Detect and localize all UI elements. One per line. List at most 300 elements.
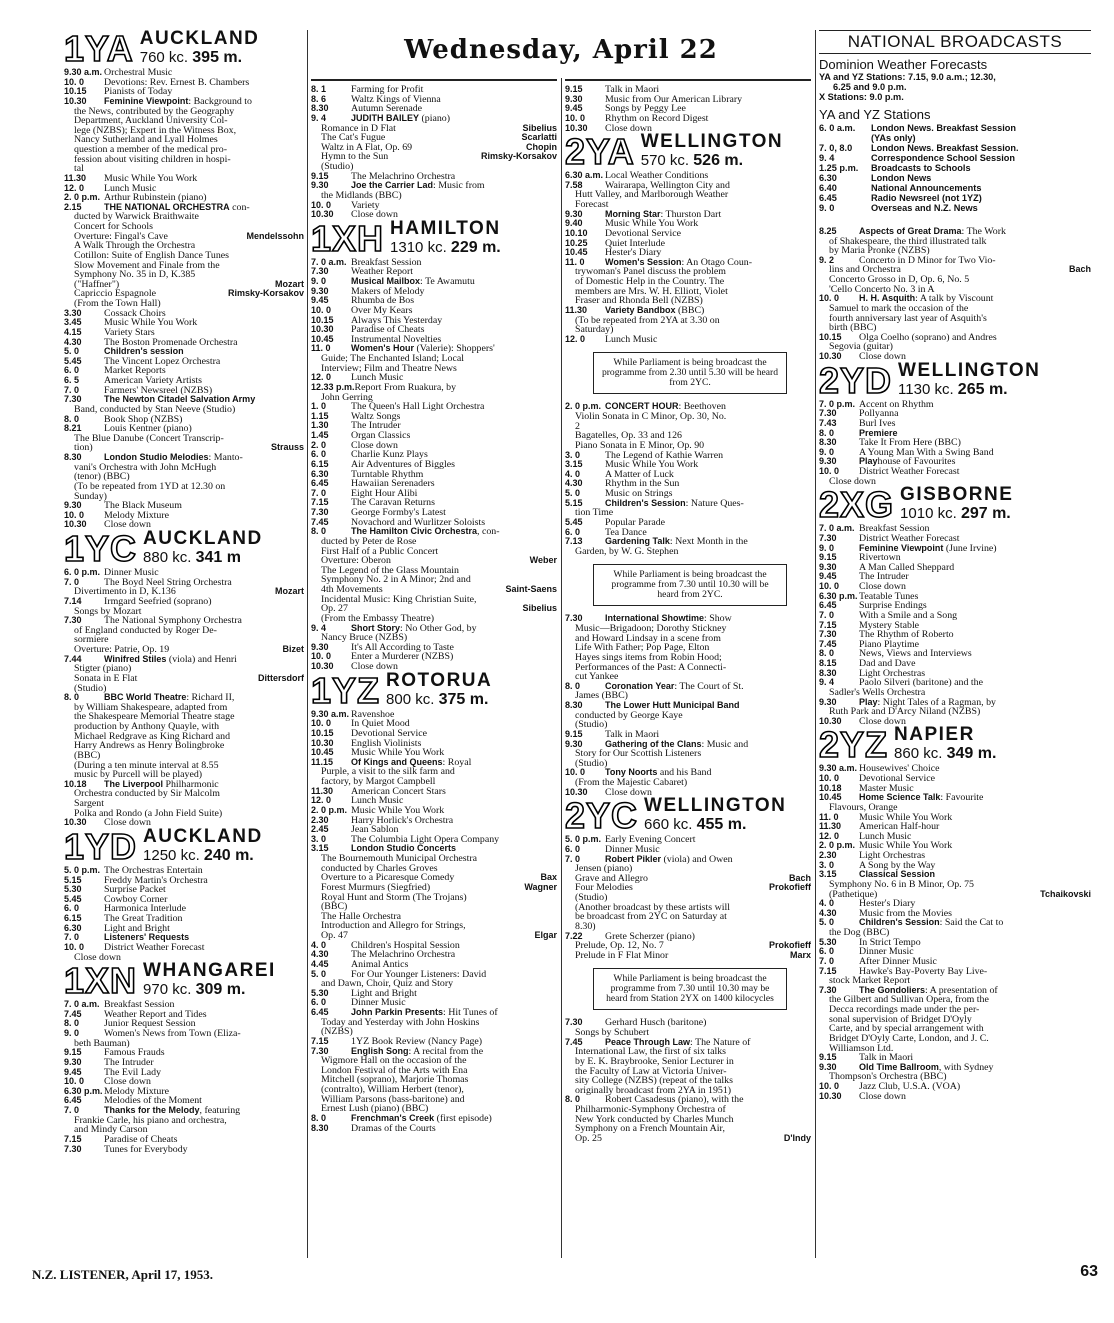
program-time: 3.30 <box>64 308 82 318</box>
program-title: William Parsons (bass-baritone) and <box>321 1094 465 1105</box>
program-title: Mystery Stable <box>859 620 920 631</box>
program-line <box>819 995 1091 1005</box>
program-title: The Boyd Neel String Orchestra <box>104 577 232 588</box>
program-time: 10.18 <box>64 779 87 789</box>
program-time: 7.15 <box>819 966 837 976</box>
program-title: The Caravan Returns <box>351 498 435 508</box>
program-title: Purple, a visit to the silk farm and <box>321 767 455 777</box>
program-title-bold: The Newton Citadel Salvation Army <box>104 395 256 405</box>
ya-item-time: 9. 4 <box>819 152 835 163</box>
program-title: Segovia (guitar) <box>829 342 893 352</box>
program-title: The National Symphony Orchestra <box>104 616 242 626</box>
ya-yz-title: YA and YZ Stations <box>819 107 931 123</box>
station-info <box>143 827 263 864</box>
program-time: 2.30 <box>311 815 329 825</box>
program-title: (Studio) <box>74 683 107 694</box>
program-line <box>64 145 304 155</box>
program-title: CONCERT HOUR: Beethoven <box>605 402 726 412</box>
program-title: Sonata in E Flat <box>74 673 138 684</box>
station-frequency <box>898 382 1040 398</box>
program-line <box>64 761 304 771</box>
program-title: The Intruder <box>859 572 909 582</box>
program-line <box>311 787 557 797</box>
program-title: Hester's Diary <box>859 899 916 909</box>
program-line <box>311 902 557 912</box>
program-title: lins and Orchestra <box>829 265 901 275</box>
program-line <box>311 989 557 999</box>
program-line <box>819 1092 1091 1102</box>
program-title: Close down <box>104 818 151 828</box>
program-line <box>311 547 557 557</box>
program-title: Hawke's Bay-Poverty Bay Live- <box>859 966 988 977</box>
program-line <box>311 95 557 105</box>
program-title: Close down <box>829 476 876 487</box>
program-title: Children's Session: Nature Ques- <box>605 498 744 509</box>
station-wavelength: 229 m. <box>450 238 501 256</box>
program-line <box>64 492 304 502</box>
program-line <box>819 265 1091 275</box>
program-time: 9.30 <box>565 739 583 749</box>
program-title: JUDITH BAILEY (piano) <box>351 113 451 124</box>
program-line <box>819 467 1091 477</box>
program-title: Hymn to the Sun <box>321 152 389 162</box>
program-line <box>565 874 811 884</box>
program-line <box>311 287 557 297</box>
composer: Strauss <box>268 443 304 453</box>
ya-item <box>819 193 1091 203</box>
program-line <box>64 289 304 299</box>
program-time: 7.45 <box>64 1009 82 1019</box>
program-time: 6. 0 <box>64 366 80 376</box>
program-title: A Matter of Luck <box>605 469 674 480</box>
program-title: Jensen (piano) <box>575 864 633 874</box>
program-title: Ruth Park and D'Arcy Niland (NZBS) <box>829 707 981 717</box>
program-line <box>64 347 304 357</box>
program-time: 9. 0 <box>311 277 327 286</box>
program-time: 8. 6 <box>311 94 327 104</box>
program-line <box>64 1145 304 1155</box>
station-city: AUCKLAND <box>139 30 260 49</box>
program-title: Dinner Music <box>859 947 914 957</box>
program-title-bold: Home Science Talk <box>859 793 941 803</box>
program-time: 9.30 <box>819 562 837 572</box>
program-line <box>64 674 304 684</box>
station-city: WELLINGTON <box>640 131 784 153</box>
program-line <box>819 246 1091 256</box>
program-time: 8.21 <box>64 424 82 434</box>
program-time: 10.15 <box>311 728 334 738</box>
ya-item-title: London News. Breakfast Session <box>871 122 1016 133</box>
program-time: 2.15 <box>64 202 82 212</box>
program-time: 7.30 <box>64 1144 82 1154</box>
program-title: lege (NZBS); Expert in the Witness Box, <box>74 125 237 136</box>
program-line <box>64 386 304 396</box>
program-time: 10. 0 <box>819 1082 840 1091</box>
program-title: birth (BBC) <box>829 323 877 333</box>
program-line <box>565 932 811 942</box>
program-title: The Gondoliers: A presentation of <box>859 985 998 996</box>
program-title: Royal Hunt and Storm (The Trojans) <box>321 892 467 903</box>
program-title: 4th Movements <box>321 585 383 595</box>
program-title <box>859 870 935 880</box>
program-line <box>565 316 811 326</box>
program-title: Breakfast Session <box>859 524 930 534</box>
program-time: 9.30 <box>64 1057 82 1067</box>
program-line <box>64 299 304 309</box>
program-time: 5. 0 <box>819 918 835 928</box>
program-title: Nancy Sutherland and Lyall Holmes <box>74 135 218 145</box>
program-line <box>565 855 811 865</box>
program-line <box>819 304 1091 314</box>
program-line <box>311 883 557 893</box>
program-title: Musical Mailbox: Te Awamutu <box>351 277 475 287</box>
program-time: 6.30 p.m. <box>819 591 858 601</box>
program-line <box>819 688 1091 698</box>
program-line <box>64 780 304 790</box>
program-title: Pianists of Today <box>104 87 173 97</box>
program-line <box>311 624 557 634</box>
program-line <box>311 344 557 354</box>
station-header-2yz <box>819 724 1091 766</box>
program-line <box>565 759 811 769</box>
composer: Prokofieff <box>766 941 811 951</box>
program-title: Tunes for Everybody <box>104 1144 188 1155</box>
program-time: 8.30 <box>311 104 329 114</box>
station-header-2yc <box>565 795 811 837</box>
program-line <box>311 258 557 268</box>
program-line <box>819 601 1091 611</box>
program-line <box>311 970 557 980</box>
program-title: ducted by Peter de Rose <box>321 536 417 547</box>
program-line <box>64 645 304 655</box>
station-kc: 860 kc. <box>894 745 943 763</box>
program-title: Master Music <box>859 783 914 794</box>
program-time: 8. 0 <box>64 693 80 703</box>
program-title-bold: Gathering of the Clans <box>605 739 702 749</box>
program-title: the Dog (BBC) <box>829 928 890 938</box>
ya-item <box>819 163 1091 173</box>
program-time: 11.30 <box>64 173 87 183</box>
program-title: Jazz Club, U.S.A. (VOA) <box>859 1082 961 1092</box>
program-line <box>565 124 811 134</box>
program-line <box>819 592 1091 602</box>
station-city: AUCKLAND <box>143 825 263 847</box>
program-title: Fraser and Rhonda Bell (NZBS) <box>575 296 703 306</box>
program-title: the Faculty of Law at Victoria Univer- <box>575 1066 727 1077</box>
program-line <box>565 325 811 335</box>
program-line <box>565 1067 811 1077</box>
program-line <box>311 431 557 441</box>
program-time: 4.30 <box>819 908 837 918</box>
program-title: Women's News from Town (Eliza- <box>104 1029 241 1039</box>
program-line <box>64 107 304 117</box>
program-title-bold: Women's Session <box>605 257 682 267</box>
program-title: The Melachrino Orchestra <box>351 171 456 182</box>
program-title: Paolo Silveri (baritone) and the <box>859 678 983 688</box>
program-title: Gathering of the Clans: Music and <box>605 739 749 750</box>
station-frequency <box>143 550 263 566</box>
program-title: Grave and Allegro <box>575 873 648 884</box>
program-title: Prelude, Op. 12, No. 7 <box>575 941 664 951</box>
program-line <box>819 928 1091 938</box>
program-title: Dinner Music <box>104 568 159 578</box>
program-title: Close down <box>104 1077 151 1087</box>
program-title: the Gilbert and Sullivan Opera, from the <box>829 995 989 1005</box>
program-line <box>565 229 811 239</box>
program-title: Hester's Diary <box>605 248 662 258</box>
program-title-bold: Joe the Carrier Lad <box>351 181 434 191</box>
program-title: Louis Kentner (piano) <box>104 424 192 434</box>
program-title: Sadler's Wells Orchestra <box>829 687 926 698</box>
program-title: Lunch Music <box>351 373 404 383</box>
station-info <box>641 132 783 169</box>
program-line <box>565 412 811 422</box>
program-line <box>311 806 557 816</box>
program-time: 5. 0 <box>565 489 581 498</box>
ya-item-time: 6.30 <box>819 172 837 183</box>
program-title: trywoman's Panel discuss the problem <box>575 267 726 277</box>
program-title-bold: Children's session <box>104 347 184 357</box>
program-time: 9.30 a.m. <box>819 764 858 774</box>
station-wavelength: 349 m. <box>946 745 997 763</box>
program-time: 8.30 <box>565 701 583 710</box>
program-line <box>311 575 557 585</box>
program-line <box>819 1024 1091 1034</box>
station-header-1yc <box>64 528 304 569</box>
program-line <box>819 544 1091 554</box>
program-title: The Intruder <box>104 1057 154 1068</box>
program-time: 10. 0 <box>819 582 840 591</box>
program-title: American Concert Stars <box>351 786 446 797</box>
program-title: The Black Museum <box>104 501 182 511</box>
program-time: 6. 0 p.m. <box>64 568 101 577</box>
program-time: 7.43 <box>819 418 837 428</box>
program-title: Melodies of the Moment <box>104 1096 202 1106</box>
program-time: 8. 0 <box>311 1113 327 1123</box>
program-line <box>565 537 811 547</box>
program-title: members are Mrs. W. H. Elliott, Violet <box>575 286 728 297</box>
program-line <box>311 566 557 576</box>
program-title: Music While You Work <box>351 748 445 758</box>
composer: Bach <box>786 874 811 884</box>
program-line <box>311 767 557 777</box>
program-title: question a member of the medical pro- <box>74 145 228 155</box>
station-logo: 2YD <box>819 359 893 401</box>
program-title: Band, conducted by Stan Neeve (Studio) <box>74 404 236 415</box>
program-line <box>565 903 811 913</box>
program-line <box>819 352 1091 362</box>
program-title: Samuel to mark the occasion of the <box>829 303 969 314</box>
program-line <box>565 941 811 951</box>
program-line <box>819 611 1091 621</box>
program-title: Wigmore Hall on the occasion of the <box>321 1056 467 1066</box>
program-title: (BBC) <box>321 902 348 912</box>
program-title: Instrumental Novelties <box>351 334 442 345</box>
program-title-bold: London Studio Concerts <box>351 844 456 854</box>
program-line <box>565 296 811 306</box>
program-line <box>311 960 557 970</box>
program-line <box>311 758 557 768</box>
program-title: Ravenshoe <box>351 709 395 720</box>
program-time: 10.30 <box>64 96 87 106</box>
station-frequency <box>390 240 501 256</box>
program-line <box>64 732 304 742</box>
program-time: 9.45 <box>565 104 583 114</box>
program-title: (From the Town Hall) <box>74 299 161 309</box>
program-line <box>565 451 811 461</box>
program-line <box>819 890 1091 900</box>
program-title: production by Anthony Quayle, with <box>74 722 220 732</box>
program-title: 1YZ Book Review (Nancy Page) <box>351 1036 483 1047</box>
program-time: 8.15 <box>819 659 837 668</box>
program-line <box>565 701 811 711</box>
program-line <box>819 323 1091 333</box>
program-time: 10.30 <box>311 210 334 220</box>
program-title: H. H. Asquith: A talk by Viscount <box>859 294 994 304</box>
program-title-bold: THE NATIONAL ORCHESTRA <box>104 202 230 212</box>
program-title: Playhouse of Favourites <box>859 457 956 467</box>
program-time: 2.45 <box>311 825 329 835</box>
program-line <box>565 479 811 489</box>
program-line <box>64 866 304 876</box>
program-time: 3.15 <box>819 870 837 880</box>
program-list-1ya-continued <box>311 85 557 220</box>
program-title: Lunch Music <box>104 183 157 194</box>
program-title: Talk in Maori <box>859 1053 914 1063</box>
program-title: The Legend of Kathie Warren <box>605 450 724 461</box>
program-line <box>565 460 811 470</box>
ya-item <box>819 183 1091 193</box>
ya-item-time: 9. 0 <box>819 202 835 213</box>
program-line <box>64 309 304 319</box>
program-title-bold: The Gondoliers <box>859 985 926 995</box>
program-time: 7.30 <box>819 630 837 640</box>
program-title-bold: Frenchman's Creek <box>351 1113 435 1123</box>
program-line <box>64 1068 304 1078</box>
program-time: 10.30 <box>64 520 87 530</box>
program-title: Close down <box>859 352 906 362</box>
program-line <box>819 899 1091 909</box>
program-title: Concert for Schools <box>74 222 153 232</box>
program-time: 9.40 <box>565 219 583 229</box>
program-line <box>565 431 811 441</box>
column-rule <box>815 30 816 1258</box>
program-title-bold: H. H. Asquith <box>859 294 916 304</box>
program-line <box>311 1085 557 1095</box>
program-time: 10. 0 <box>565 113 586 123</box>
program-title: BBC World Theatre: Richard II, <box>104 693 235 703</box>
program-line <box>311 556 557 566</box>
program-title: Rhumba de Bos <box>351 296 415 306</box>
program-time: 8. 0 <box>565 681 581 691</box>
program-time: 4. 0 <box>565 469 581 479</box>
station-frequency <box>143 848 263 864</box>
program-title: Wairarapa, Wellington City and <box>605 180 730 191</box>
ya-item-title: Correspondence School Session <box>871 152 1015 163</box>
program-line <box>565 508 811 518</box>
program-title: Housewives' Choice <box>859 764 940 774</box>
program-title: Light and Bright <box>104 923 170 934</box>
program-title: Joe the Carrier Lad: Music from <box>351 181 485 191</box>
program-list-1xh <box>311 258 557 672</box>
program-line <box>64 616 304 626</box>
program-title: Decca recordings made under the per- <box>829 1005 980 1015</box>
program-list-national <box>819 227 1091 362</box>
program-time: 10.15 <box>819 332 842 342</box>
program-line <box>64 895 304 905</box>
program-time: 5.30 <box>819 937 837 947</box>
program-time: 5.30 <box>64 885 82 895</box>
program-line <box>311 421 557 431</box>
program-title: cut Yankee <box>575 672 619 682</box>
column-3 <box>565 79 811 1258</box>
program-title: Waltz Songs <box>351 411 401 422</box>
program-title-bold: BBC World Theatre <box>104 693 187 703</box>
program-title: Devotional Service <box>351 728 427 739</box>
program-title: (To be repeated from 1YD at 12.30 on <box>74 481 226 492</box>
program-title: With a Smile and a Song <box>859 610 958 621</box>
program-title: Aspects of Great Drama: The Work <box>859 226 1006 237</box>
headline-rule <box>565 79 811 81</box>
program-title-bold: London Studio Melodies <box>104 453 209 462</box>
program-title: Close down <box>351 440 398 451</box>
program-line <box>64 376 304 386</box>
program-title: Variety Stars <box>104 327 155 338</box>
program-line <box>565 422 811 432</box>
program-line <box>311 383 557 393</box>
program-line <box>819 793 1091 803</box>
program-time: 9. 4 <box>311 623 327 633</box>
station-logo: 1YD <box>64 825 138 867</box>
program-title: Turntable Rhythm <box>351 469 424 480</box>
program-line <box>311 998 557 1008</box>
program-title: Talk in Maori <box>605 85 660 95</box>
program-line <box>64 280 304 290</box>
program-list-2ya <box>565 171 811 344</box>
program-title: Overture: Patrie, Op. 19 <box>74 645 170 655</box>
program-list-2ya-afternoon <box>565 402 811 556</box>
program-line <box>64 357 304 367</box>
program-line <box>64 155 304 165</box>
program-time: 7. 0 <box>64 933 80 943</box>
program-title: Tony Noorts and his Band <box>605 768 712 778</box>
program-line <box>64 97 304 107</box>
program-line <box>64 1000 304 1010</box>
program-time: 8. 1 <box>311 85 327 94</box>
program-title-bold: Feminine Viewpoint <box>104 96 189 106</box>
program-title: Guide; The Enchanted Island; Local <box>321 354 464 364</box>
program-title: Surprise Endings <box>859 601 927 611</box>
program-title-bold: Listeners' Requests <box>104 933 190 943</box>
program-title: 'Cello Concerto No. 3 in A <box>829 284 935 295</box>
program-line <box>819 880 1091 890</box>
program-line <box>565 643 811 653</box>
program-title-bold: Premiere <box>859 428 898 438</box>
program-line <box>311 181 557 191</box>
program-time: 10.15 <box>64 87 87 97</box>
program-title: Arthur Rubinstein (piano) <box>104 193 207 203</box>
program-title: the News, contributed by the Geography <box>74 106 235 117</box>
program-line <box>311 537 557 547</box>
program-time: 8.30 <box>64 453 82 462</box>
program-line <box>565 547 811 557</box>
program-line <box>311 1008 557 1018</box>
program-line <box>64 511 304 521</box>
program-time: 7.30 <box>311 508 329 517</box>
program-title: Feminine Viewpoint: Background to <box>104 96 252 107</box>
program-time: 3. 0 <box>311 834 327 844</box>
program-line <box>311 931 557 941</box>
